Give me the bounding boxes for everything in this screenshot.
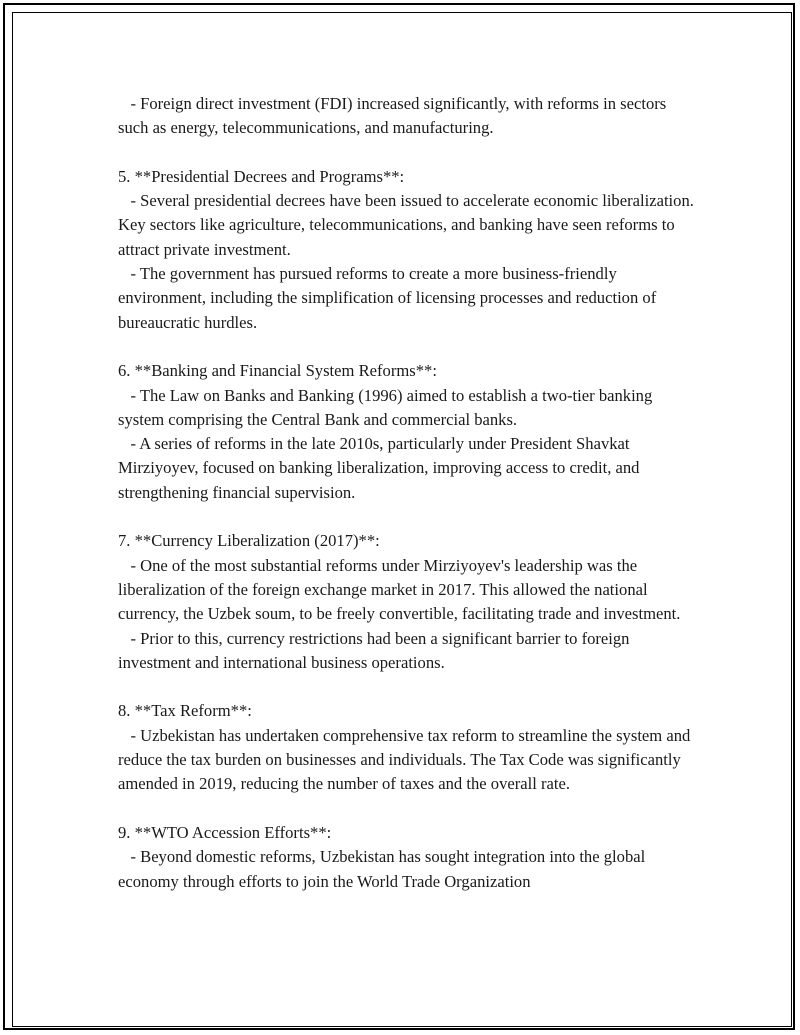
section-bullet: - Uzbekistan has undertaken comprehensive tax reform to streamline the system and reduce the tax burden on businesses and individuals. The Tax Code was significantly amended in 2019, reducing the number of taxes and the overall rate. — [118, 725, 695, 794]
section-5 — [118, 165, 698, 335]
document-body — [118, 92, 698, 894]
paragraph-gap — [118, 797, 698, 821]
section-heading: 7. **Currency Liberalization (2017)**: — [118, 531, 380, 551]
paragraph-gap — [118, 675, 698, 699]
section-heading: 8. **Tax Reform**: — [118, 701, 252, 721]
section-8 — [118, 699, 698, 796]
section-bullet: - Beyond domestic reforms, Uzbekistan has sought integration into the global economy through efforts to join the World Trade Organization — [118, 847, 650, 891]
section-bullet: - Prior to this, currency restrictions had been a significant barrier to foreign investment and international business operations. — [118, 628, 634, 672]
paragraph-gap — [118, 505, 698, 529]
section-bullet: - A series of reforms in the late 2010s, particularly under President Shavkat Mirziyoyev, focused on banking liberalization, improving access to credit, and strengthening financial supervision. — [118, 434, 644, 502]
section-9 — [118, 821, 698, 894]
intro-bullet: - Foreign direct investment (FDI) increased significantly, with reforms in sectors such as energy, telecommunications, and manufacturing. — [118, 94, 671, 138]
section-bullet: - The Law on Banks and Banking (1996) aimed to establish a two-tier banking system comprising the Central Bank and commercial banks. — [118, 385, 657, 429]
section-bullet: - Several presidential decrees have been issued to accelerate economic liberalization. Key sectors like agriculture, telecommunications, and banking have seen reforms to attract private investment. — [118, 191, 699, 259]
section-heading: 5. **Presidential Decrees and Programs**: — [118, 166, 405, 186]
paragraph-gap — [118, 141, 698, 165]
section-7 — [118, 529, 698, 675]
paragraph-gap — [118, 335, 698, 359]
section-bullet: - The government has pursued reforms to create a more business-friendly environment, including the simplification of licensing processes and reduction of bureaucratic hurdles. — [118, 264, 661, 332]
section-bullet: - One of the most substantial reforms under Mirziyoyev's leadership was the liberalization of the foreign exchange market in 2017. This allowed the national currency, the Uzbek soum, to be freely convertible, facilitating trade and investment. — [118, 555, 681, 624]
section-heading: 9. **WTO Accession Efforts**: — [118, 822, 332, 842]
section-heading: 6. **Banking and Financial System Reforms**: — [118, 361, 437, 381]
section-6 — [118, 359, 698, 505]
